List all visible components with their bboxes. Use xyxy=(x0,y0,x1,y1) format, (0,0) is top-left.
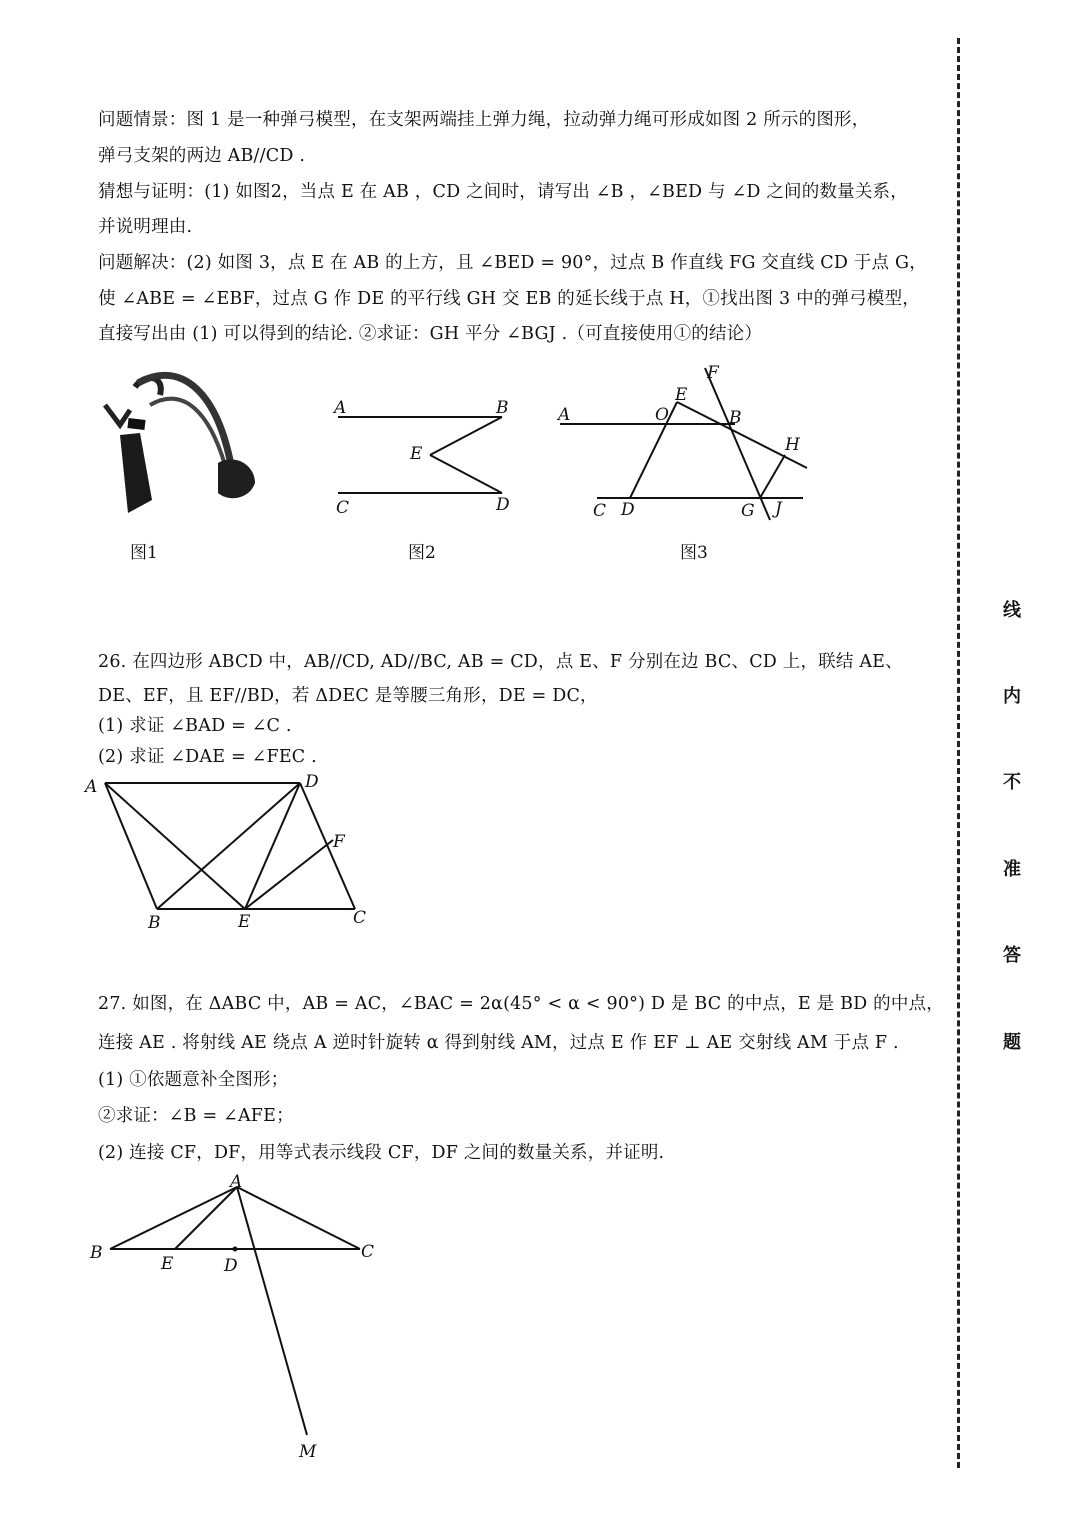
q26-line-2: DE、EF，且 EF//BD，若 ΔDEC 是等腰三角形，DE = DC， xyxy=(98,686,598,706)
q27-label-M: M xyxy=(299,1442,317,1462)
fig3-label-A: A xyxy=(558,405,571,425)
fig3-label-F: F xyxy=(707,363,719,383)
q26-label-F: F xyxy=(333,832,345,852)
fig2-label-B: B xyxy=(496,398,509,418)
q26-label-E: E xyxy=(238,912,251,932)
q25-line-6: 使 ∠ABE = ∠EBF，过点 G 作 DE 的平行线 GH 交 EB 的延长线于点 H，①找出图 3 中的弹弓模型， xyxy=(98,289,920,309)
q26-label-D: D xyxy=(305,772,319,792)
fig3-label-G: G xyxy=(741,501,755,521)
q26-label-B: B xyxy=(148,913,161,933)
q25-line-1: 问题情景：图 1 是一种弹弓模型，在支架两端挂上弹力绳，拉动弹力绳可形成如图 2 所示的图形， xyxy=(98,110,870,130)
fig3-label-J: J xyxy=(775,499,782,519)
side-notice-char-6: 题 xyxy=(1003,1032,1021,1053)
q26-label-C: C xyxy=(353,908,367,928)
q27-line-5: (2) 连接 CF，DF，用等式表示线段 CF，DF 之间的数量关系，并证明. xyxy=(98,1143,665,1163)
fig3-caption: 图3 xyxy=(680,543,708,563)
q25-line-4: 并说明理由. xyxy=(98,217,193,237)
q25-line-2: 弹弓支架的两边 AB//CD . xyxy=(98,146,306,166)
q27-diagram xyxy=(85,1165,395,1465)
fig2-caption: 图2 xyxy=(408,543,436,563)
q25-line-5: 问题解决：(2) 如图 3，点 E 在 AB 的上方，且 ∠BED = 90°，过点 B 作直线 FG 交直线 CD 于点 G， xyxy=(98,253,927,273)
q26-line-3: (1) 求证 ∠BAD = ∠C . xyxy=(98,716,292,736)
fig2-label-A: A xyxy=(334,398,347,418)
fig3-label-E: E xyxy=(675,385,688,405)
q27-line-1: 27. 如图，在 ΔABC 中，AB = AC，∠BAC = 2α(45° < α < 90°) D 是 BC 的中点，E 是 BD 的中点， xyxy=(98,994,944,1014)
q27-label-E: E xyxy=(161,1254,174,1274)
fig3-label-C: C xyxy=(593,501,607,521)
q25-line-7: 直接写出由 (1) 可以得到的结论. ②求证：GH 平分 ∠BGJ .（可直接使用①的结论） xyxy=(98,324,763,344)
fig2-label-E: E xyxy=(410,444,423,464)
q27-label-B: B xyxy=(90,1243,103,1263)
fig3-label-H: H xyxy=(785,435,800,455)
q27-label-D: D xyxy=(224,1256,238,1276)
q27-line-4: ②求证：∠B = ∠AFE； xyxy=(98,1106,294,1126)
q26-diagram xyxy=(80,765,390,935)
side-notice-char-3: 不 xyxy=(1003,772,1021,793)
fig3-label-D: D xyxy=(621,500,635,520)
side-notice-char-2: 内 xyxy=(1003,686,1021,707)
q26-line-4: (2) 求证 ∠DAE = ∠FEC . xyxy=(98,747,317,767)
q27-line-3: (1) ①依题意补全图形； xyxy=(98,1070,289,1090)
side-notice-char-4: 准 xyxy=(1003,859,1021,880)
q27-label-A: A xyxy=(230,1172,243,1192)
q26-line-1: 26. 在四边形 ABCD 中，AB//CD, AD//BC, AB = CD，点 E、F 分别在边 BC、CD 上，联结 AE、 xyxy=(98,652,903,672)
fig3-label-B: B xyxy=(729,408,742,428)
fig2-diagram xyxy=(330,395,530,525)
fig3-label-O: O xyxy=(655,405,669,425)
fig3-diagram xyxy=(555,360,815,530)
binding-dashed-line xyxy=(957,38,960,1468)
q27-line-2: 连接 AE . 将射线 AE 绕点 A 逆时针旋转 α 得到射线 AM，过点 E 作 EF ⊥ AE 交射线 AM 于点 F . xyxy=(98,1033,899,1053)
q25-line-3: 猜想与证明：(1) 如图2，当点 E 在 AB ，CD 之间时，请写出 ∠B ，∠BED 与 ∠D 之间的数量关系， xyxy=(98,182,908,202)
fig2-label-D: D xyxy=(496,495,510,515)
side-notice-char-5: 答 xyxy=(1003,945,1021,966)
fig2-label-C: C xyxy=(336,498,350,518)
side-notice-char-1: 线 xyxy=(1003,600,1021,621)
fig1-slingshot-image xyxy=(90,365,270,525)
fig1-caption: 图1 xyxy=(130,543,158,563)
q27-label-C: C xyxy=(361,1242,375,1262)
q26-label-A: A xyxy=(85,777,98,797)
